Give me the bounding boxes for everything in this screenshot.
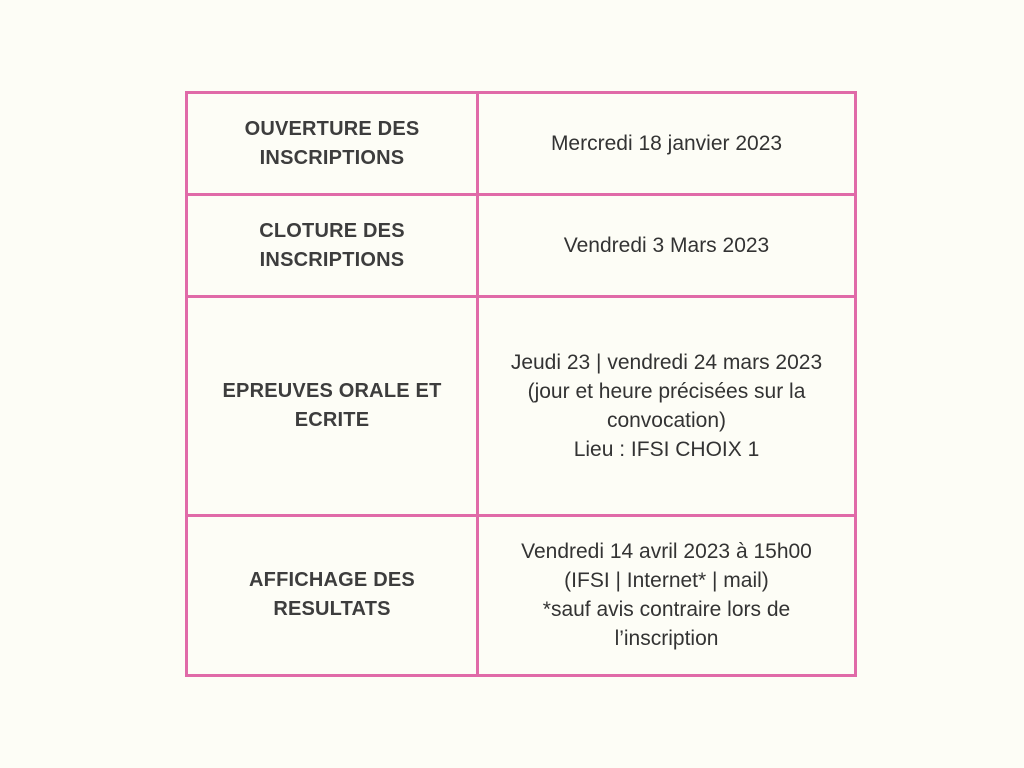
label-line: OUVERTURE DES	[244, 117, 420, 140]
table-row	[187, 515, 856, 675]
value-line: Vendredi 3 Mars 2023	[563, 234, 770, 258]
value-line: l’inscription	[614, 627, 719, 651]
table-row	[187, 195, 856, 297]
value-line: Jeudi 23 | vendredi 24 mars 2023	[510, 351, 823, 375]
value-line: Mercredi 18 janvier 2023	[550, 132, 783, 156]
row-label-exams	[187, 297, 478, 515]
row-value-results	[478, 515, 856, 675]
value-line: (IFSI | Internet* | mail)	[564, 569, 769, 593]
label-line: INSCRIPTIONS	[259, 146, 405, 169]
label-line: EPREUVES ORALE ET	[222, 380, 442, 403]
value-line: convocation)	[606, 409, 727, 433]
value-line: (jour et heure précisées sur la	[527, 380, 806, 404]
row-label-results	[187, 515, 478, 675]
value-line: Lieu : IFSI CHOIX 1	[573, 438, 760, 462]
value-line: *sauf avis contraire lors de	[542, 598, 791, 622]
table-row	[187, 297, 856, 515]
schedule-table	[185, 91, 857, 677]
label-line: ECRITE	[294, 409, 370, 432]
table-row	[187, 93, 856, 195]
row-value-closing	[478, 195, 856, 297]
row-value-exams	[478, 297, 856, 515]
row-value-opening	[478, 93, 856, 195]
value-line: Vendredi 14 avril 2023 à 15h00	[521, 540, 812, 564]
row-label-opening	[187, 93, 478, 195]
label-line: RESULTATS	[273, 598, 391, 621]
label-line: CLOTURE DES	[259, 219, 405, 242]
label-line: AFFICHAGE DES	[249, 569, 415, 592]
label-line: INSCRIPTIONS	[259, 248, 405, 271]
row-label-closing	[187, 195, 478, 297]
